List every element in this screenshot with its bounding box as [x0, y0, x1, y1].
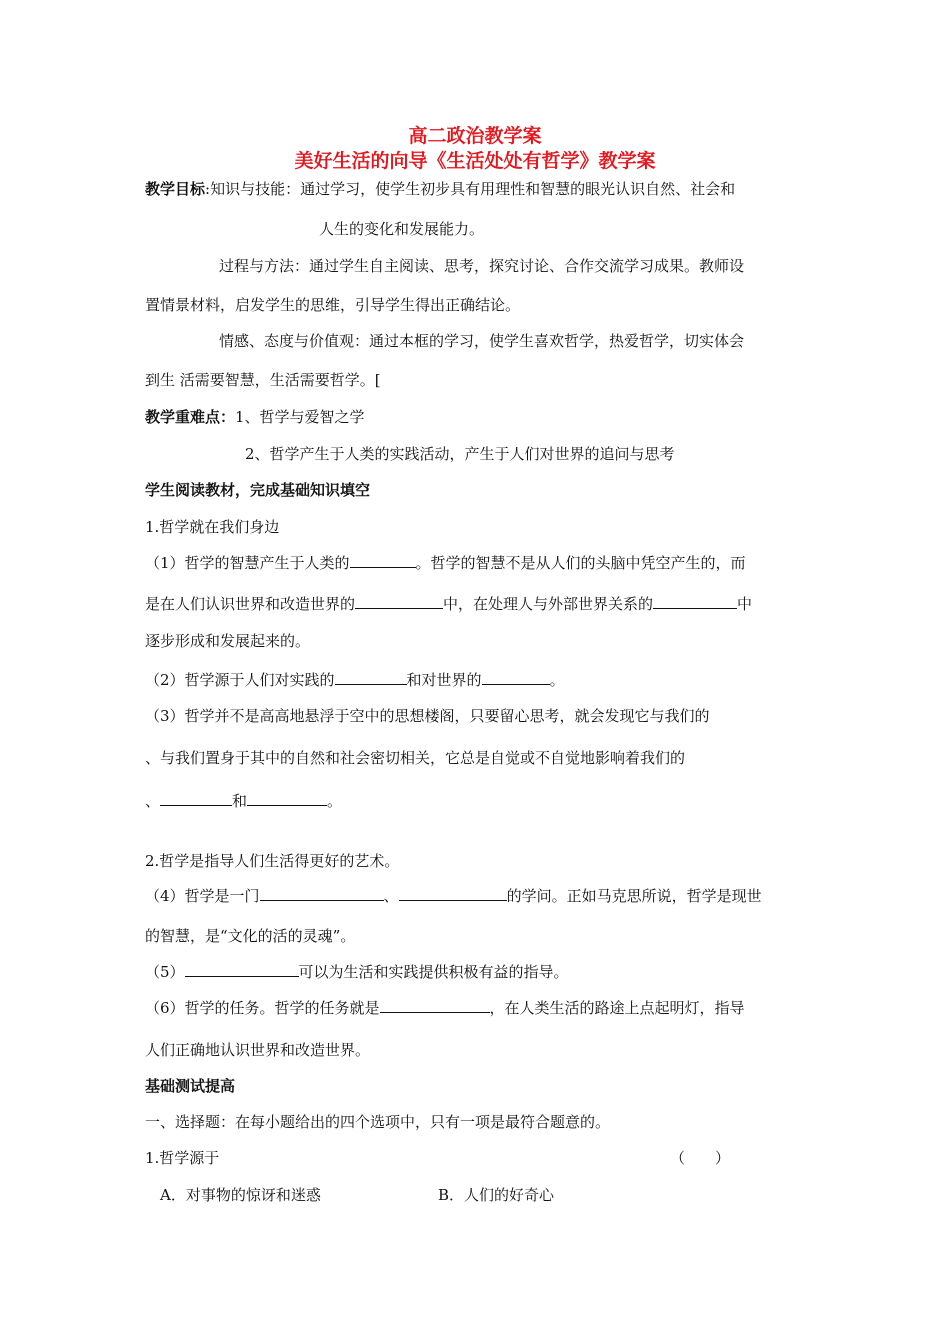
question-4-line1: （4）哲学是一门 、 的学问。正如马克思所说，哲学是现世: [145, 887, 762, 905]
test-section-1: 一、选择题：在每小题给出的四个选项中，只有一项是最符合题意的。: [145, 1113, 611, 1131]
question-2: （2）哲学源于人们对实践的 和对世界的 。: [145, 671, 565, 689]
question-4-line2: 的智慧，是“文化的活的灵魂”。: [145, 927, 356, 945]
question-6-line1: （6）哲学的任务。哲学的任务就是 ，在人类生活的路途上点起明灯，指导: [145, 999, 745, 1017]
fill-blank[interactable]: [653, 594, 737, 609]
fill-blank[interactable]: [247, 791, 327, 806]
question-3-line1: （3）哲学并不是高高地悬浮于空中的思想楼阁，只要留心思考，就会发现它与我们的: [145, 707, 710, 725]
question-1-line1: （1）哲学的智慧产生于人类的 。哲学的智慧不是从人们的头脑中凭空产生的，而: [145, 554, 746, 572]
fill-blank[interactable]: [160, 791, 232, 806]
question-5: （5） 可以为生活和实践提供积极有益的指导。: [145, 963, 569, 981]
fill-blank[interactable]: [355, 594, 443, 609]
test-heading: 基础测试提高: [145, 1077, 236, 1095]
question-3-line2: 、与我们置身于其中的自然和社会密切相关，它总是自觉或不自觉地影响着我们的: [145, 749, 686, 767]
question-3-line3: 、 和 。: [145, 792, 343, 810]
objectives-knowledge-line2: 人生的变化和发展能力。: [319, 220, 485, 238]
objectives-emotion-line1: 情感、态度与价值观：通过本框的学习，使学生喜欢哲学，热爱哲学，切实体会: [219, 332, 745, 350]
objectives-process-line2: 置情景材料，启发学生的思维，引导学生得出正确结论。: [145, 296, 521, 314]
objectives-process-line1: 过程与方法：通过学生自主阅读、思考，探究讨论、合作交流学习成果。教师设: [219, 257, 745, 275]
question-6-line2: 人们正确地认识世界和改造世界。: [145, 1041, 371, 1059]
doc-title: 高二政治教学案: [408, 125, 542, 147]
fill-blank[interactable]: [399, 886, 507, 901]
section-2-title: 2.哲学是指导人们生活得更好的艺术。: [145, 852, 400, 870]
objectives-knowledge-line1: 教学目标:知识与技能：通过学习，使学生初步具有用理性和智慧的眼光认识自然、社会和: [145, 180, 736, 198]
fill-blank[interactable]: [482, 670, 550, 685]
answer-parentheses[interactable]: （ ）: [670, 1149, 731, 1167]
fill-blank[interactable]: [185, 962, 299, 977]
reading-heading: 学生阅读教材，完成基础知识填空: [145, 481, 371, 499]
fill-blank[interactable]: [350, 553, 416, 568]
fill-blank[interactable]: [335, 670, 407, 685]
doc-subtitle: 美好生活的向导《生活处处有哲学》教学案: [294, 150, 656, 172]
option-a[interactable]: A．对事物的惊讶和迷惑: [160, 1186, 321, 1204]
section-1-title: 1.哲学就在我们身边: [145, 518, 280, 536]
objectives-emotion-line2: 到生 活需要智慧，生活需要哲学。[: [145, 371, 381, 389]
key-point-2: 2、哲学产生于人类的实践活动，产生于人们对世界的追问与思考: [245, 445, 675, 463]
fill-blank[interactable]: [260, 886, 384, 901]
fill-blank[interactable]: [380, 998, 490, 1013]
question-1-line2: 是在人们认识世界和改造世界的 中，在处理人与外部世界关系的 中: [145, 595, 753, 613]
option-b[interactable]: B．人们的好奇心: [438, 1186, 555, 1204]
question-1-line3: 逐步形成和发展起来的。: [145, 632, 311, 650]
key-points-line1: [145, 407, 365, 427]
key-point-1: 1、哲学与爱智之学: [235, 408, 365, 426]
objectives-label: 教学目标: [145, 180, 206, 198]
test-question-1-stem: 1.哲学源于: [145, 1149, 220, 1167]
key-points-label: 教学重难点：: [145, 408, 236, 426]
